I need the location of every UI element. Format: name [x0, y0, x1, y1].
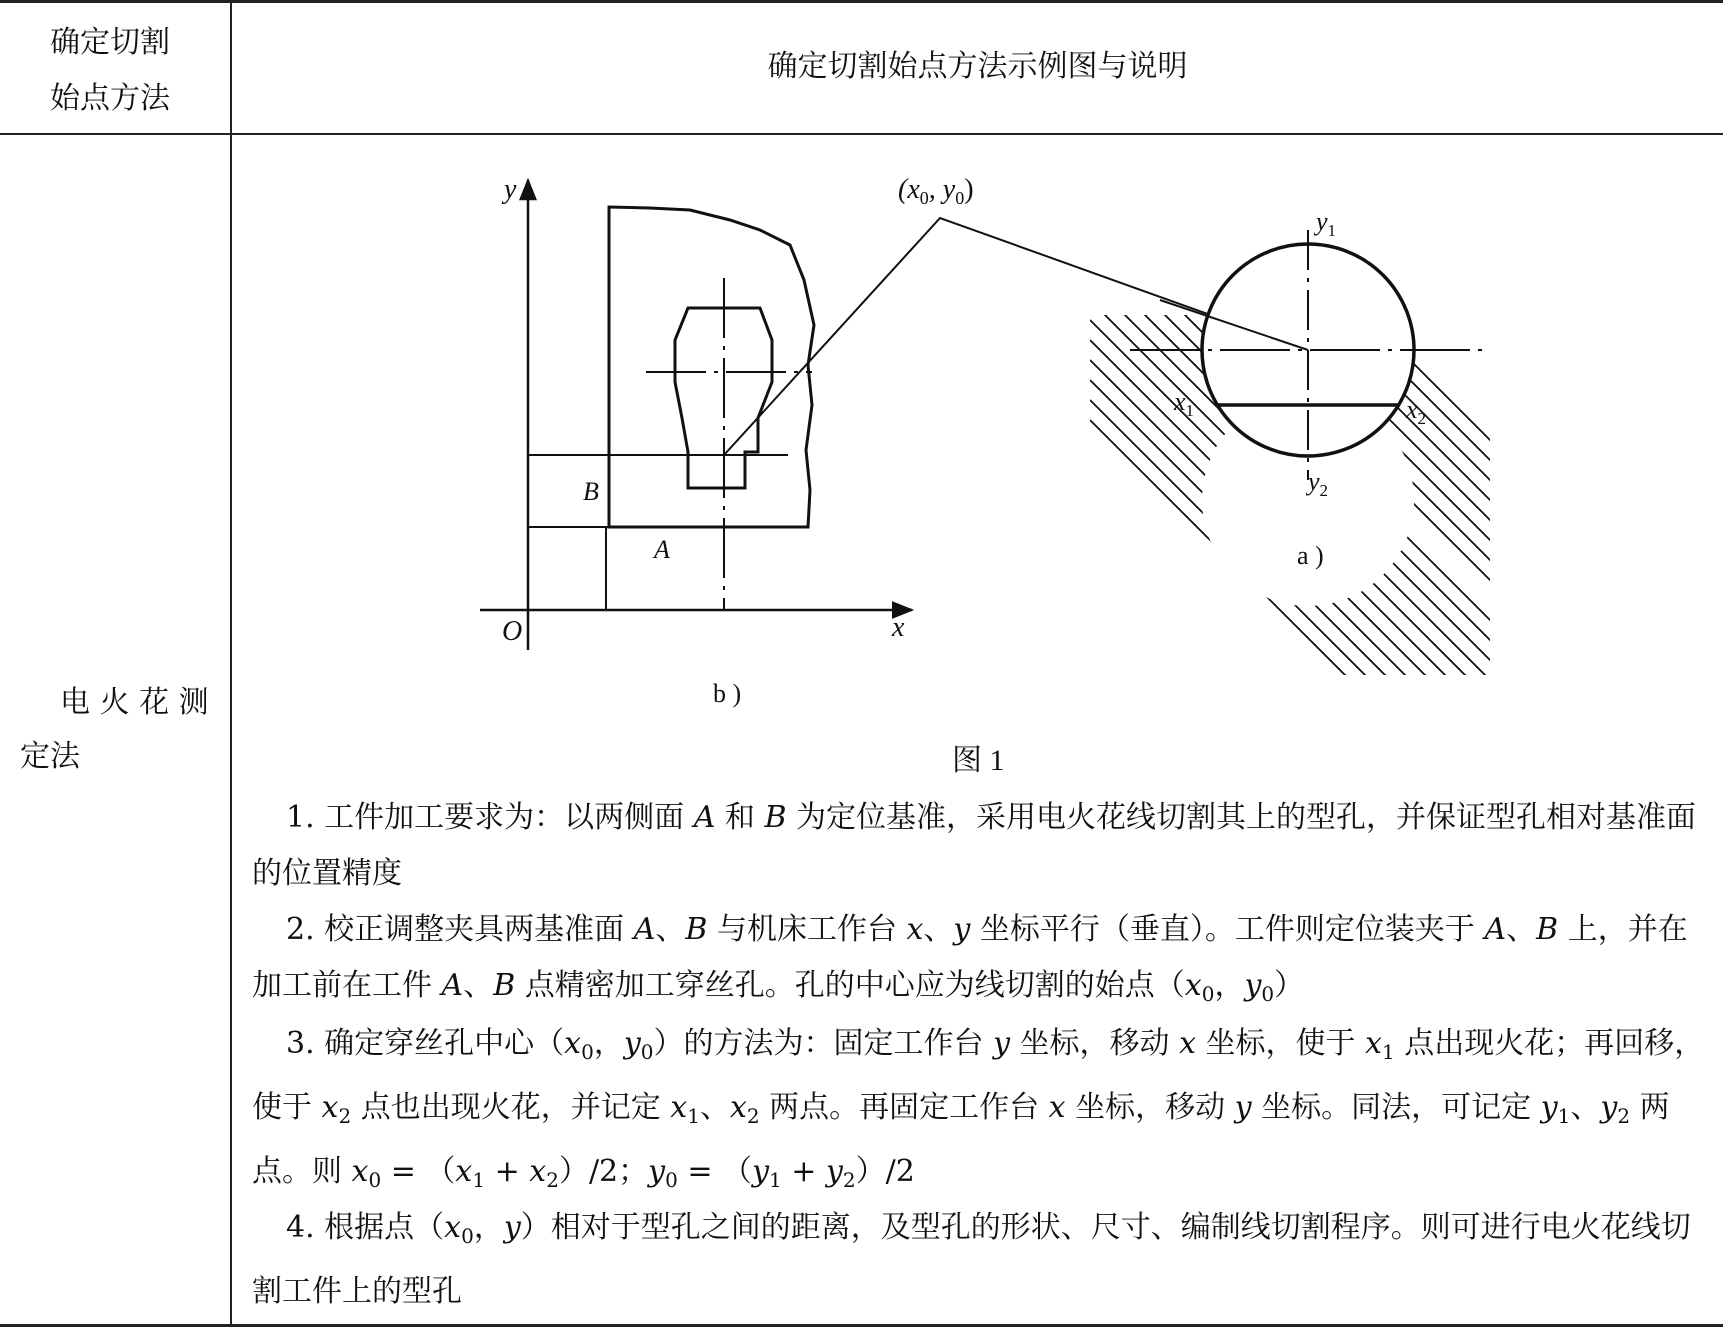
label-face-A: A	[654, 535, 670, 564]
header-method-line2: 始点方法	[50, 81, 170, 116]
paragraph-4: 4. 根据点（$x_0$，y）相对于型孔之间的距离，及型孔的形状、尺寸、编制线切割程序。则可进行电火花线切割工件上的型孔	[252, 1210, 1691, 1309]
label-x-axis: x	[892, 612, 905, 643]
workpiece-outline	[609, 207, 814, 527]
method-line2: 定法	[20, 739, 80, 774]
hatching-outer	[1090, 315, 1091, 316]
table-top-rule	[0, 0, 1723, 3]
figure-caption: 图 1	[952, 744, 1005, 777]
label-start-point: ($x_0$, $y_0$)	[898, 174, 974, 208]
label-x2: $x_2$	[1406, 395, 1427, 428]
header-method-label	[50, 15, 210, 127]
table-bottom-rule	[0, 1324, 1723, 1327]
label-face-B: B	[583, 477, 599, 506]
panel-b-label: b )	[713, 679, 742, 708]
method-line1: 电 火 花 测	[60, 685, 209, 720]
paragraph-2: 2. 校正调整夹具两基准面 A、B 与机床工作台 x、y 坐标平行（垂直）。工件则定位装夹于 A、B 上，并在加工前在工件 A、B 点精密加工穿丝孔。孔的中心应为线切割的始点（$x_0$，$y_0$）	[252, 912, 1688, 1006]
label-x1: $x_1$	[1174, 387, 1195, 420]
header-description-label: 确定切割始点方法示例图与说明	[767, 49, 1188, 84]
label-y2: $y_2$	[1308, 467, 1329, 500]
header-bottom-rule	[0, 133, 1723, 135]
label-y1: $y_1$	[1316, 207, 1337, 240]
paragraph-1: 1. 工件加工要求为：以两侧面 A 和 B 为定位基准，采用电火花线切割其上的型孔，并保证型孔相对基准面的位置精度	[252, 800, 1697, 891]
label-y-axis: y	[504, 174, 517, 205]
header-method-line1: 确定切割	[50, 25, 170, 60]
label-origin: O	[502, 616, 523, 647]
panel-a-label: a )	[1297, 541, 1324, 570]
paragraph-3: 3. 确定穿丝孔中心（$x_0$，$y_0$）的方法为：固定工作台 y 坐标，移动 x 坐标，使于 $x_1$ 点出现火花；再回移，使于 $x_2$ 点也出现火花，并记定 $x_1$、$x_2$ 两点。再固定工作台 x 坐标，移动 y 坐标。同法，可记定 $y_1$、$y_2$ 两点。则 $x_0 = (x_1 + x_2)/2$；$y_0 = (y_1 + y_2)/2$	[252, 1026, 1705, 1192]
